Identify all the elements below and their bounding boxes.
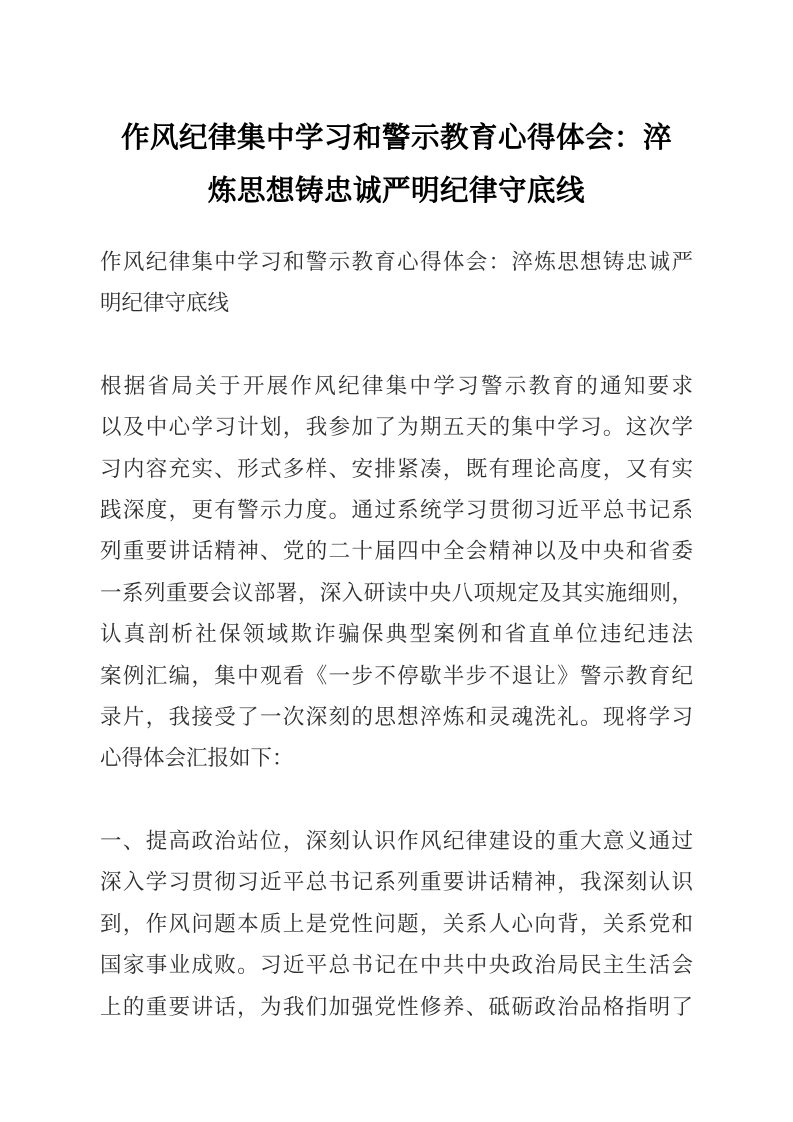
text-line: 录片，我接受了一次深刻的思想淬炼和灵魂洗礼。现将学习: [100, 705, 693, 730]
text-line: 心得体会汇报如下：: [100, 746, 294, 771]
paragraph: [100, 366, 693, 780]
document-title: [100, 112, 693, 218]
paragraph: [100, 242, 693, 325]
title-line: 炼思想铸忠诚严明纪律守底线: [207, 176, 585, 207]
title-line: 作风纪律集中学习和警示教育心得体会：淬: [120, 123, 672, 154]
text-line: 明纪律守底线: [100, 291, 230, 316]
text-line: 到，作风问题本质上是党性问题，关系人心向背，关系党和: [100, 911, 693, 936]
text-line: 列重要讲话精神、党的二十届四中全会精神以及中央和省委: [100, 539, 693, 564]
text-line: 国家事业成败。习近平总书记在中共中央政治局民主生活会: [100, 953, 693, 978]
text-line: 一系列重要会议部署，深入研读中央八项规定及其实施细则，: [100, 580, 693, 605]
text-line: 一、提高政治站位，深刻认识作风纪律建设的重大意义通过: [100, 828, 693, 853]
text-line: 上的重要讲话，为我们加强党性修养、砥砺政治品格指明了: [100, 994, 693, 1019]
text-line: 认真剖析社保领域欺诈骗保典型案例和省直单位违纪违法: [100, 622, 693, 647]
text-line: 案例汇编，集中观看《一步不停歇半步不退让》警示教育纪: [100, 663, 693, 688]
text-line: 深入学习贯彻习近平总书记系列重要讲话精神，我深刻认识: [100, 870, 693, 895]
document-body: [100, 242, 693, 1028]
text-line: 习内容充实、形式多样、安排紧凑，既有理论高度，又有实: [100, 456, 693, 481]
paragraph: [100, 821, 693, 1028]
text-line: 以及中心学习计划，我参加了为期五天的集中学习。这次学: [100, 415, 693, 440]
text-line: 作风纪律集中学习和警示教育心得体会：淬炼思想铸忠诚严: [100, 250, 693, 274]
text-line: 践深度，更有警示力度。通过系统学习贯彻习近平总书记系: [100, 498, 693, 523]
text-line: 根据省局关于开展作风纪律集中学习警示教育的通知要求: [100, 373, 693, 398]
